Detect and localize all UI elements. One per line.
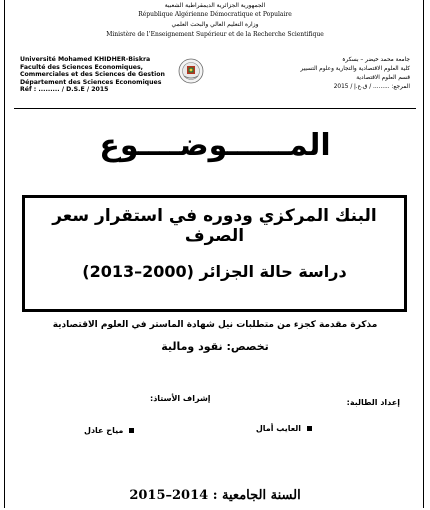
thesis-subtitle: دراسة حالة الجزائر (2000–2013) (82, 262, 347, 281)
supervisor-label: إشراف الأستاذ: (150, 394, 211, 403)
university-block-fr (20, 56, 180, 94)
specialty-line: تخصص: نقود ومالية (161, 340, 269, 353)
bullet-icon (129, 428, 134, 433)
student-name: العايب أمال (255, 424, 301, 433)
university-logo-icon (178, 58, 204, 84)
supervisor-name: مياح عادل (84, 426, 124, 435)
supervisor-name-row (84, 426, 134, 435)
student-name-row (256, 424, 312, 433)
thesis-title: البنك المركزي ودوره في استقرار سعر الصرف (52, 206, 377, 246)
reference-fr: Réf : ......... / D.S.E / 2015 (20, 86, 109, 94)
academic-year: السنة الجامعية : 2014–2015 (129, 488, 301, 503)
header-republic-ar: الجمهورية الجزائرية الديمقراطية الشعبية (164, 2, 266, 9)
faculty-name-fr-2: Commerciales et des Sciences de Gestion (20, 71, 165, 79)
faculty-name-fr: Faculté des Sciences Economiques, (20, 63, 143, 71)
department-name-ar: قسم العلوم الاقتصادية (356, 75, 410, 81)
header-republic-fr: République Algérienne Démocratique et Populaire (138, 11, 292, 18)
department-name-fr: Département des Sciences Economiques (20, 78, 162, 86)
student-label: إعداد الطالبة: (346, 398, 400, 407)
university-name-fr: Université Mohamed KHIDHER-Biskra (20, 56, 151, 63)
memo-line: مذكرة مقدمة كجزء من متطلبات نيل شهادة الماستر في العلوم الاقتصادية (52, 320, 378, 330)
header-ministry-ar: وزارة التعليم العالي والبحث العلمي (171, 21, 259, 28)
university-name-ar: جامعة محمد خيضر – بسكرة (342, 57, 410, 63)
bullet-icon (307, 426, 312, 431)
subject-heading: المــــــوضــــوع (99, 128, 331, 163)
header-ministry-fr: Ministère de l’Enseignement Supérieur et de la Recherche Scientifique (106, 31, 324, 38)
university-block-ar (250, 56, 410, 92)
header-separator (14, 108, 416, 109)
faculty-name-ar: كلية العلوم الاقتصادية والتجارية وعلوم التسيير (300, 66, 410, 72)
reference-ar: المرجع: ......... / ق.ع.إ / 2015 (333, 84, 410, 90)
